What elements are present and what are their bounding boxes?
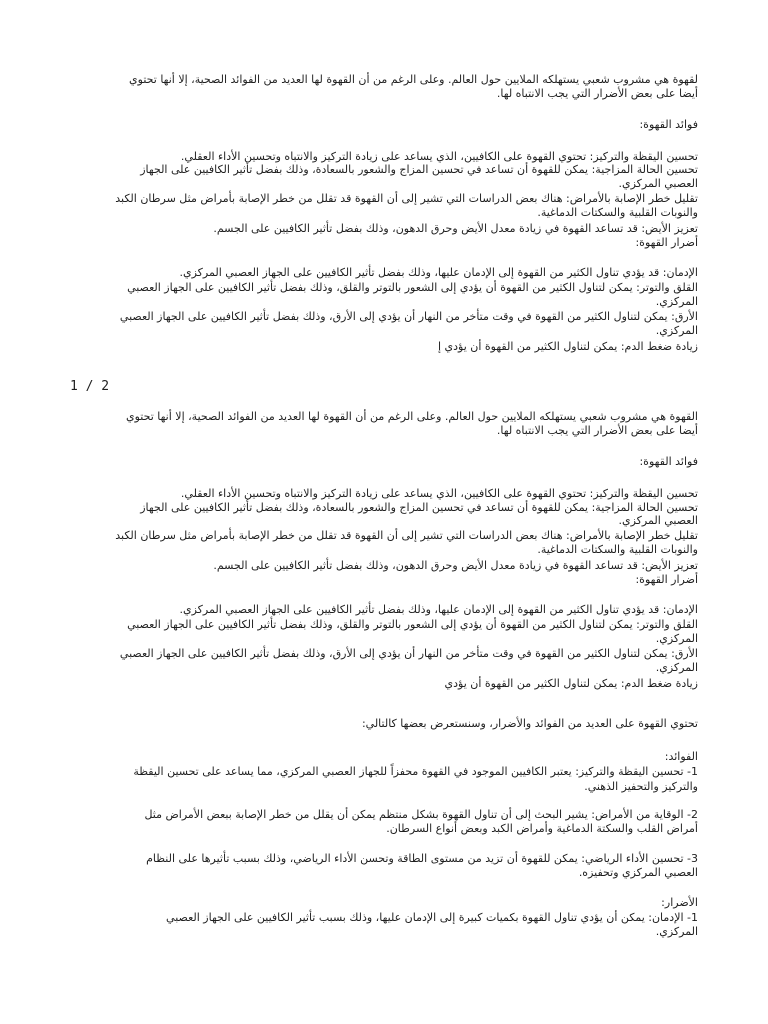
benefit-line: تقليل خطر الإصابة بالأمراض: هناك بعض الدراسات التي تشير إلى أن القهوة قد تقلل من خطر الإصابة بأمراض مثل سرطان الكبد (115, 529, 698, 542)
harms-heading: أضرار القهوة: (635, 236, 698, 249)
benefit-line: تحسين اليقظة والتركيز: تحتوي القهوة على الكافيين، الذي يساعد على زيادة التركيز والانتباه وتحسين الأداء العقلي. (180, 150, 698, 163)
harm-line: زيادة ضغط الدم: يمكن لتناول الكثير من القهوة أن يؤدي (444, 677, 698, 690)
benefits-heading: فوائد القهوة: (639, 455, 698, 468)
intro-line: تحتوي القهوة على العديد من الفوائد والأضرار، وسنستعرض بعضها كالتالي: (361, 717, 698, 730)
harm-line: الأرق: يمكن لتناول الكثير من القهوة في وقت متأخر من النهار أن يؤدي إلى الأرق، وذلك بفضل تأثير الكافيين على الجهاز العصبي (119, 647, 698, 660)
benefit-line: تحسين الحالة المزاجية: يمكن للقهوة أن تساعد في تحسين المزاج والشعور بالسعادة، وذلك بفضل تأثير الكافيين على الجهاز (140, 501, 698, 514)
benefit-line: تعزيز الأيض: قد تساعد القهوة في زيادة معدل الأيض وحرق الدهون، وذلك بفضل تأثير الكافيين على الجسم. (213, 559, 698, 572)
intro-line: القهوة هي مشروب شعبي يستهلكه الملايين حول العالم. وعلى الرغم من أن القهوة لها العديد من الفوائد الصحية، إلا أنها تحتوي (125, 410, 698, 423)
harm-line: المركزي. (655, 324, 698, 337)
benefit-line: 1- تحسين اليقظة والتركيز: يعتبر الكافيين الموجود في القهوة محفزاً للجهاز العصبي المركزي، مما يساعد على تحسين اليقظة (133, 765, 698, 778)
benefit-line: تعزيز الأيض: قد تساعد القهوة في زيادة معدل الأيض وحرق الدهون، وذلك بفضل تأثير الكافيين على الجسم. (213, 222, 698, 235)
benefits-heading: فوائد القهوة: (639, 118, 698, 131)
benefit-line: والتركيز والتحفيز الذهني. (584, 780, 698, 793)
benefit-line: العصبي المركزي وتحفيزه. (578, 866, 698, 879)
harm-line: المركزي. (655, 661, 698, 674)
harm-line: الأرق: يمكن لتناول الكثير من القهوة في وقت متأخر من النهار أن يؤدي إلى الأرق، وذلك بفضل تأثير الكافيين على الجهاز العصبي (119, 310, 698, 323)
intro-line: لقهوة هي مشروب شعبي يستهلكه الملايين حول العالم. وعلى الرغم من أن القهوة لها العديد من الفوائد الصحية، إلا أنها تحتوي (129, 73, 698, 86)
intro-line: أيضا على بعض الأضرار التي يجب الانتباه لها. (496, 424, 698, 437)
benefit-line: العصبي المركزي. (618, 514, 698, 527)
benefit-line: والنوبات القلبية والسكتات الدماغية. (537, 543, 698, 556)
harm-line: المركزي. (655, 925, 698, 938)
benefits-heading: الفوائد: (664, 750, 698, 763)
harm-line: القلق والتوتر: يمكن لتناول الكثير من القهوة أن يؤدي إلى الشعور بالتوتر والقلق، وذلك بفضل تأثير الكافيين على الجهاز العصبي (127, 281, 698, 294)
page-number: 1 / 2 (70, 379, 110, 394)
harm-line: القلق والتوتر: يمكن لتناول الكثير من القهوة أن يؤدي إلى الشعور بالتوتر والقلق، وذلك بفضل تأثير الكافيين على الجهاز العصبي (127, 618, 698, 631)
benefit-line: تقليل خطر الإصابة بالأمراض: هناك بعض الدراسات التي تشير إلى أن القهوة قد تقلل من خطر الإصابة بأمراض مثل سرطان الكبد (115, 192, 698, 205)
harms-heading: الأضرار: (661, 896, 698, 909)
harm-line: الإدمان: قد يؤدي تناول الكثير من القهوة إلى الإدمان عليها، وذلك بفضل تأثير الكافيين على الجهاز العصبي المركزي. (179, 266, 698, 279)
benefit-line: العصبي المركزي. (618, 177, 698, 190)
benefit-line: أمراض القلب والسكتة الدماغية وأمراض الكبد وبعض أنواع السرطان. (386, 822, 698, 835)
benefit-line: تحسين الحالة المزاجية: يمكن للقهوة أن تساعد في تحسين المزاج والشعور بالسعادة، وذلك بفضل تأثير الكافيين على الجهاز (140, 163, 698, 176)
benefit-line: والنوبات القلبية والسكتات الدماغية. (537, 206, 698, 219)
harm-line: زيادة ضغط الدم: يمكن لتناول الكثير من القهوة أن يؤدي إ (437, 340, 698, 353)
harm-line: المركزي. (655, 632, 698, 645)
harms-heading: أضرار القهوة: (635, 573, 698, 586)
harm-line: 1- الإدمان: يمكن أن يؤدي تناول القهوة بكميات كبيرة إلى الإدمان عليها، وذلك بسبب تأثير الكافيين على الجهاز العصبي (166, 911, 698, 924)
benefit-line: 3- تحسين الأداء الرياضي: يمكن للقهوة أن تزيد من مستوى الطاقة وتحسن الأداء الرياضي، وذلك بسبب تأثيرها على النظام (146, 852, 698, 865)
intro-line: أيضا على بعض الأضرار التي يجب الانتباه لها. (496, 87, 698, 100)
benefit-line: 2- الوقاية من الأمراض: يشير البحث إلى أن تناول القهوة بشكل منتظم يمكن أن يقلل من خطر الإصابة ببعض الأمراض مثل (144, 808, 698, 821)
harm-line: الإدمان: قد يؤدي تناول الكثير من القهوة إلى الإدمان عليها، وذلك بفضل تأثير الكافيين على الجهاز العصبي المركزي. (179, 603, 698, 616)
harm-line: المركزي. (655, 295, 698, 308)
benefit-line: تحسين اليقظة والتركيز: تحتوي القهوة على الكافيين، الذي يساعد على زيادة التركيز والانتباه وتحسين الأداء العقلي. (180, 487, 698, 500)
